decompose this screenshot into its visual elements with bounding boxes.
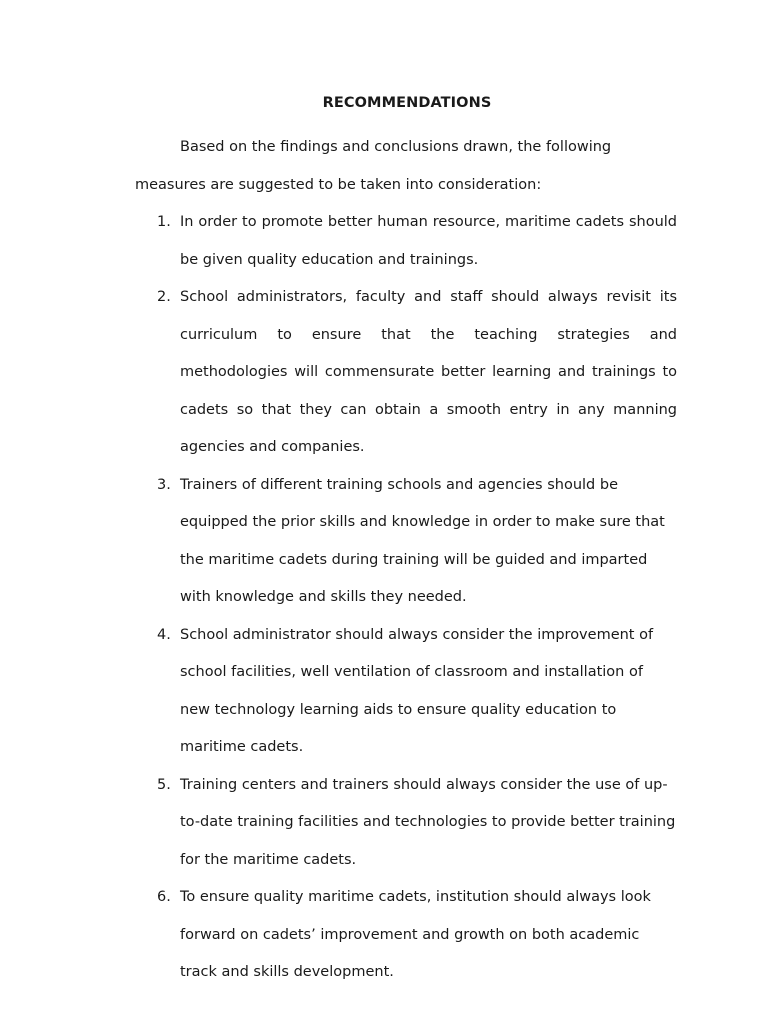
page-title: RECOMMENDATIONS bbox=[322, 95, 492, 111]
list-item bbox=[135, 204, 677, 279]
list-item bbox=[135, 879, 677, 992]
list-item bbox=[135, 767, 677, 880]
item-text: School administrators, faculty and staff should always revisit its curriculum to ensure that the teaching strategies and methodologies will commensurate better learning and trainings to cadets so that they can obtain a smooth entry in any manning agencies and companies. bbox=[180, 289, 677, 455]
item-text: Trainers of different training schools and agencies should be equipped the prior skills and knowledge in order to make sure that the maritime cadets during training will be guided and imparted with knowledge and skills they needed. bbox=[180, 476, 665, 605]
item-text: Training centers and trainers should always consider the use of up-to-date training facilities and technologies to provide better training for the maritime cadets. bbox=[180, 776, 676, 868]
item-number: 1. bbox=[157, 214, 171, 230]
item-number: 6. bbox=[157, 889, 171, 905]
item-number: 3. bbox=[157, 476, 171, 493]
list-item bbox=[135, 617, 677, 767]
intro-text: Based on the findings and conclusions drawn, the following measures are suggested to be taken into consideration: bbox=[135, 139, 612, 193]
item-number: 4. bbox=[157, 626, 171, 643]
item-number: 2. bbox=[157, 289, 171, 305]
list-item bbox=[135, 279, 677, 467]
list-item bbox=[135, 467, 677, 617]
recommendations-list bbox=[135, 204, 677, 992]
item-text: School administrator should always consider the improvement of school facilities, well ventilation of classroom and installation of new technology learning aids to ensure quality education to maritime cadets. bbox=[180, 626, 654, 755]
intro-paragraph bbox=[135, 129, 677, 204]
item-text: In order to promote better human resource, maritime cadets should be given quality education and trainings. bbox=[180, 214, 677, 268]
item-text: To ensure quality maritime cadets, institution should always look forward on cadets’ improvement and growth on both academic track and skills development. bbox=[180, 889, 651, 980]
item-number: 5. bbox=[157, 776, 171, 793]
